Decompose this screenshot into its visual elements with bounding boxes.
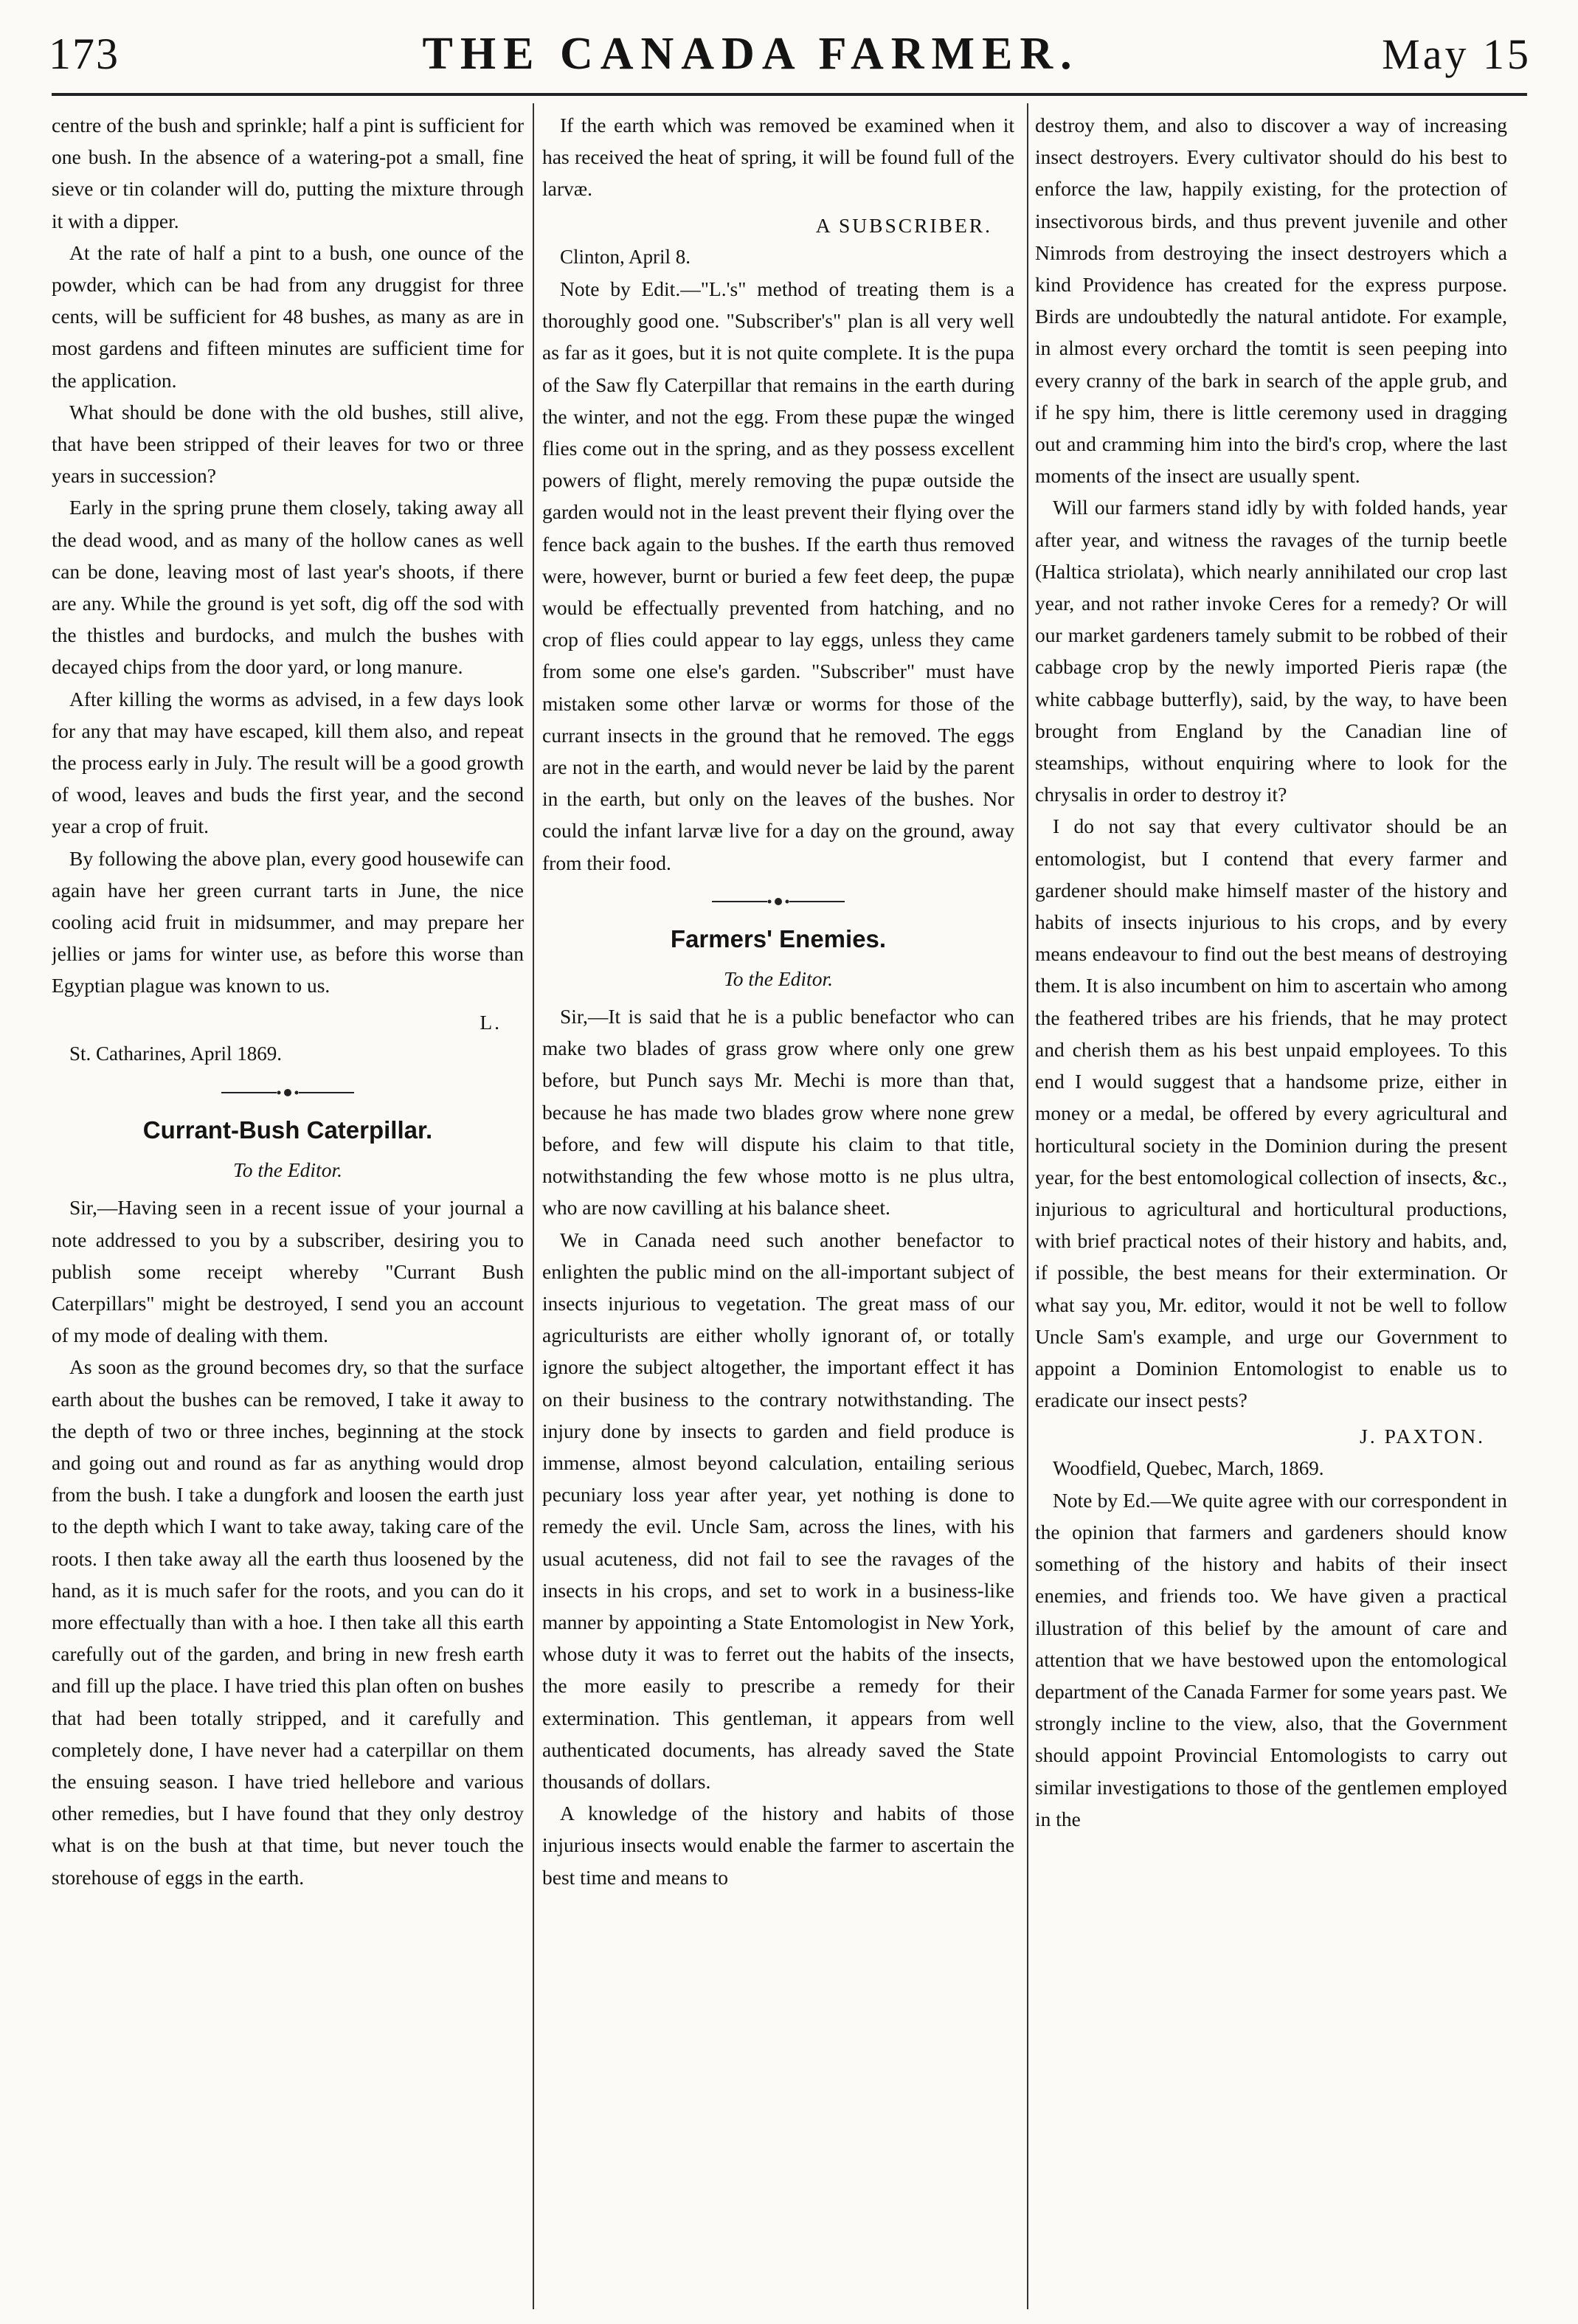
editor-note: Note by Ed.—We quite agree with our correspondent in the opinion that farmers and gardeners should know something of the history and habits of their insect enemies, and friends too. We have given a practical illustration of this belief by the amount of care and attention that we have bestowed upon the entomological department of the Canada Farmer for some years past. We strongly incline to the view, also, that the Government should appoint Provincial Entomologists to carry out similar investigations to those of the gentlemen employed in the: [1035, 1488, 1507, 1830]
place-date: St. Catharines, April 1869.: [69, 1042, 282, 1065]
paragraph: At the rate of half a pint to a bush, one ounce of the powder, which can be had from any druggist for three cents, will be sufficient for 48 bushes, as many as are in most gardens and fifteen minutes are sufficient time for the application.: [52, 241, 524, 392]
journal-title: THE CANADA FARMER.: [422, 29, 1079, 79]
salutation: To the Editor.: [724, 966, 833, 990]
article-title: Farmers' Enemies.: [670, 924, 887, 952]
salutation: To the Editor.: [233, 1158, 342, 1182]
column-divider: [1027, 103, 1028, 2309]
article-signature: A SUBSCRIBER.: [815, 213, 992, 237]
paragraph: Sir,—Having seen in a recent issue of your journal a note addressed to you by a subscriber, desiring you to publish some receipt whereby "Currant Bush Caterpillars" might be destroyed, I send you an account of my mode of dealing with them.: [52, 1196, 524, 1347]
place-date: Woodfield, Quebec, March, 1869.: [1053, 1456, 1324, 1479]
editor-note: Note by Edit.—"L.'s" method of treating them is a thoroughly good one. "Subscriber's" plan is all very well as far as it goes, but it is not quite complete. It is the pupa of the Saw fly Caterpillar that remains in the earth during the winter, and not the egg. From these pupæ the winged flies come out in the spring, and as they possess excellent powers of flight, merely removing the pupæ outside the garden would not in the least prevent their flying over the fence back again to the bushes. If the earth thus removed were, however, burnt or buried a few feet deep, the pupæ would be effectually prevented from hatching, and no crop of flies could appear to lay eggs, unless they came from some one else's garden. "Subscriber" must have mistaken some other larvæ or worms for those of the currant insects in the ground that he removed. The eggs are not in the earth, and would never be laid by the parent in the earth, but only on the leaves of the bushes. Nor could the infant larvæ live for a day on the ground, away from their food.: [542, 277, 1014, 874]
paragraph: As soon as the ground becomes dry, so that the surface earth about the bushes can be removed, I take it away to the depth of two or three inches, beginning at the stock and going out and round as far as anything would drop from the bush. I take a dungfork and loosen the earth just to the depth which I want to take away, taking care of the roots. I then take away all the earth thus loosened by the hand, as it is much safer for the roots, and you can do it more effectually than with a hoe. I then take all this earth carefully out of the garden, and bring in new fresh earth and fill up the place. I have tried this plan often on bushes that had been totally stripped, and it carefully and completely done, I have never had a caterpillar on them the ensuing season. I have tried hellebore and various other remedies, but I have found that they only destroy what is on the bush at that time, but never touch the storehouse of eggs in the earth.: [52, 1355, 524, 1889]
page-number: 173: [49, 30, 120, 78]
masthead-rule: [52, 93, 1527, 96]
paragraph: Sir,—It is said that he is a public benefactor who can make two blades of grass grow where only one grew before, but Punch says Mr. Mechi is more than that, because he has made two blades grow where none grew before, and few will dispute his claim to that title, notwithstanding the few whose motto is ne plus ultra, who are now cavilling at his balance sheet.: [542, 1005, 1014, 1220]
section-ornament: [542, 892, 1014, 910]
paragraph: destroy them, and also to discover a way of increasing insect destroyers. Every cultivator should do his best to enforce the law, happily existing, for the protection of insectivorous birds, and thus prevent juvenile and other Nimrods from destroying the insect destroyers which a kind Providence has created for the express purpose. Birds are undoubtedly the natural antidote. For example, in almost every orchard the tomtit is seen peeping into every cranny of the bark in search of the apple grub, and if he spy him, there is little ceremony used in dragging out and cramming him into the bird's crop, where the last moments of the insect are usually spent.: [1035, 114, 1507, 488]
paragraph: Early in the spring prune them closely, taking away all the dead wood, and as many of the hollow canes as well can be done, leaving most of last year's shoots, if there are any. While the ground is yet soft, dig off the sod with the thistles and burdocks, and mulch the bushes with decayed chips from the door yard, or long manure.: [52, 496, 524, 679]
article-signature: L.: [480, 1010, 502, 1034]
article-title: Currant-Bush Caterpillar.: [142, 1116, 433, 1144]
column-2: [542, 109, 1014, 2308]
paragraph: Will our farmers stand idly by with folded hands, year after year, and witness the ravages of the turnip beetle (Haltica striolata), which nearly annihilated our crop last year, and not rather invoke Ceres for a remedy? Or will our market gardeners tamely submit to be robbed of their cabbage crop by the newly imported Pieris rapæ (the white cabbage butterfly), said, by the way, to have been brought from England by the Canadian line of steamships, without enquiring where to look for the chrysalis in order to destroy it?: [1035, 496, 1507, 806]
paragraph: After killing the worms as advised, in a few days look for any that may have escaped, kill them also, and repeat the process early in July. The result will be a good growth of wood, leaves and buds the first year, and the second year a crop of fruit.: [52, 687, 524, 838]
paragraph: By following the above plan, every good housewife can again have her green currant tarts in June, the nice cooling acid fruit in midsummer, and may prepare her jellies or jams for winter use, as before this worse than Egyptian plague was known to us.: [52, 846, 524, 997]
place-date: Clinton, April 8.: [560, 245, 691, 268]
paragraph: A knowledge of the history and habits of those injurious insects would enable the farmer to ascertain the best time and means to: [542, 1802, 1014, 1889]
paragraph: We in Canada need such another benefactor to enlighten the public mind on the all-important subject of insects injurious to vegetation. The great mass of our agriculturists are either wholly ignorant of, or totally ignore the subject altogether, the important effect it has on their business to the contrary notwithstanding. The injury done by insects to garden and field produce is immense, almost beyond calculation, entailing serious pecuniary loss year after year, yet nothing is done to remedy the evil. Uncle Sam, across the lines, with his usual acuteness, did not fail to see the ravages of the insects in his crops, and set to work in a business-like manner by appointing a State Entomologist in New York, whose duty it was to ferret out the habits of the insects, the more easily to prescribe a remedy for their extermination. This gentleman, it appears from well authenticated documents, has already saved the State thousands of dollars.: [542, 1228, 1014, 1793]
article-signature: J. PAXTON.: [1360, 1425, 1485, 1448]
column-divider: [533, 103, 534, 2309]
issue-date: May 15: [1382, 30, 1532, 78]
paragraph: What should be done with the old bushes, still alive, that have been stripped of their leaves for two or three years in succession?: [52, 400, 524, 488]
paragraph: If the earth which was removed be examined when it has received the heat of spring, it will be found full of the larvæ.: [542, 114, 1014, 201]
section-ornament: [52, 1083, 524, 1101]
masthead: [49, 28, 1532, 94]
paragraph: centre of the bush and sprinkle; half a pint is sufficient for one bush. In the absence of a watering-pot a small, fine sieve or tin colander will do, putting the mixture through it with a dipper.: [52, 114, 524, 232]
column-1: [52, 109, 524, 2308]
column-3: [1035, 109, 1507, 2308]
paragraph: I do not say that every cultivator should be an entomologist, but I contend that every farmer and gardener should make himself master of the history and habits of insects injurious to his crops, and by every means endeavour to find out the best means of destroying them. It is also incumbent on him to ascertain who among the feathered tribes are his friends, that he may protect and cherish them as his best unpaid employees. To this end I would suggest that a handsome prize, either in money or a medal, be offered by every agricultural and horticultural society in the Dominion during the present year, for the best entomological collection of insects, &c., injurious to agricultural and horticultural productions, with brief practical notes of their history and habits, and, if possible, the best means for their extermination. Or what say you, Mr. editor, would it not be well to follow Uncle Sam's example, and urge our Government to appoint a Dominion Entomologist to enable us to eradicate our insect pests?: [1035, 815, 1507, 1412]
